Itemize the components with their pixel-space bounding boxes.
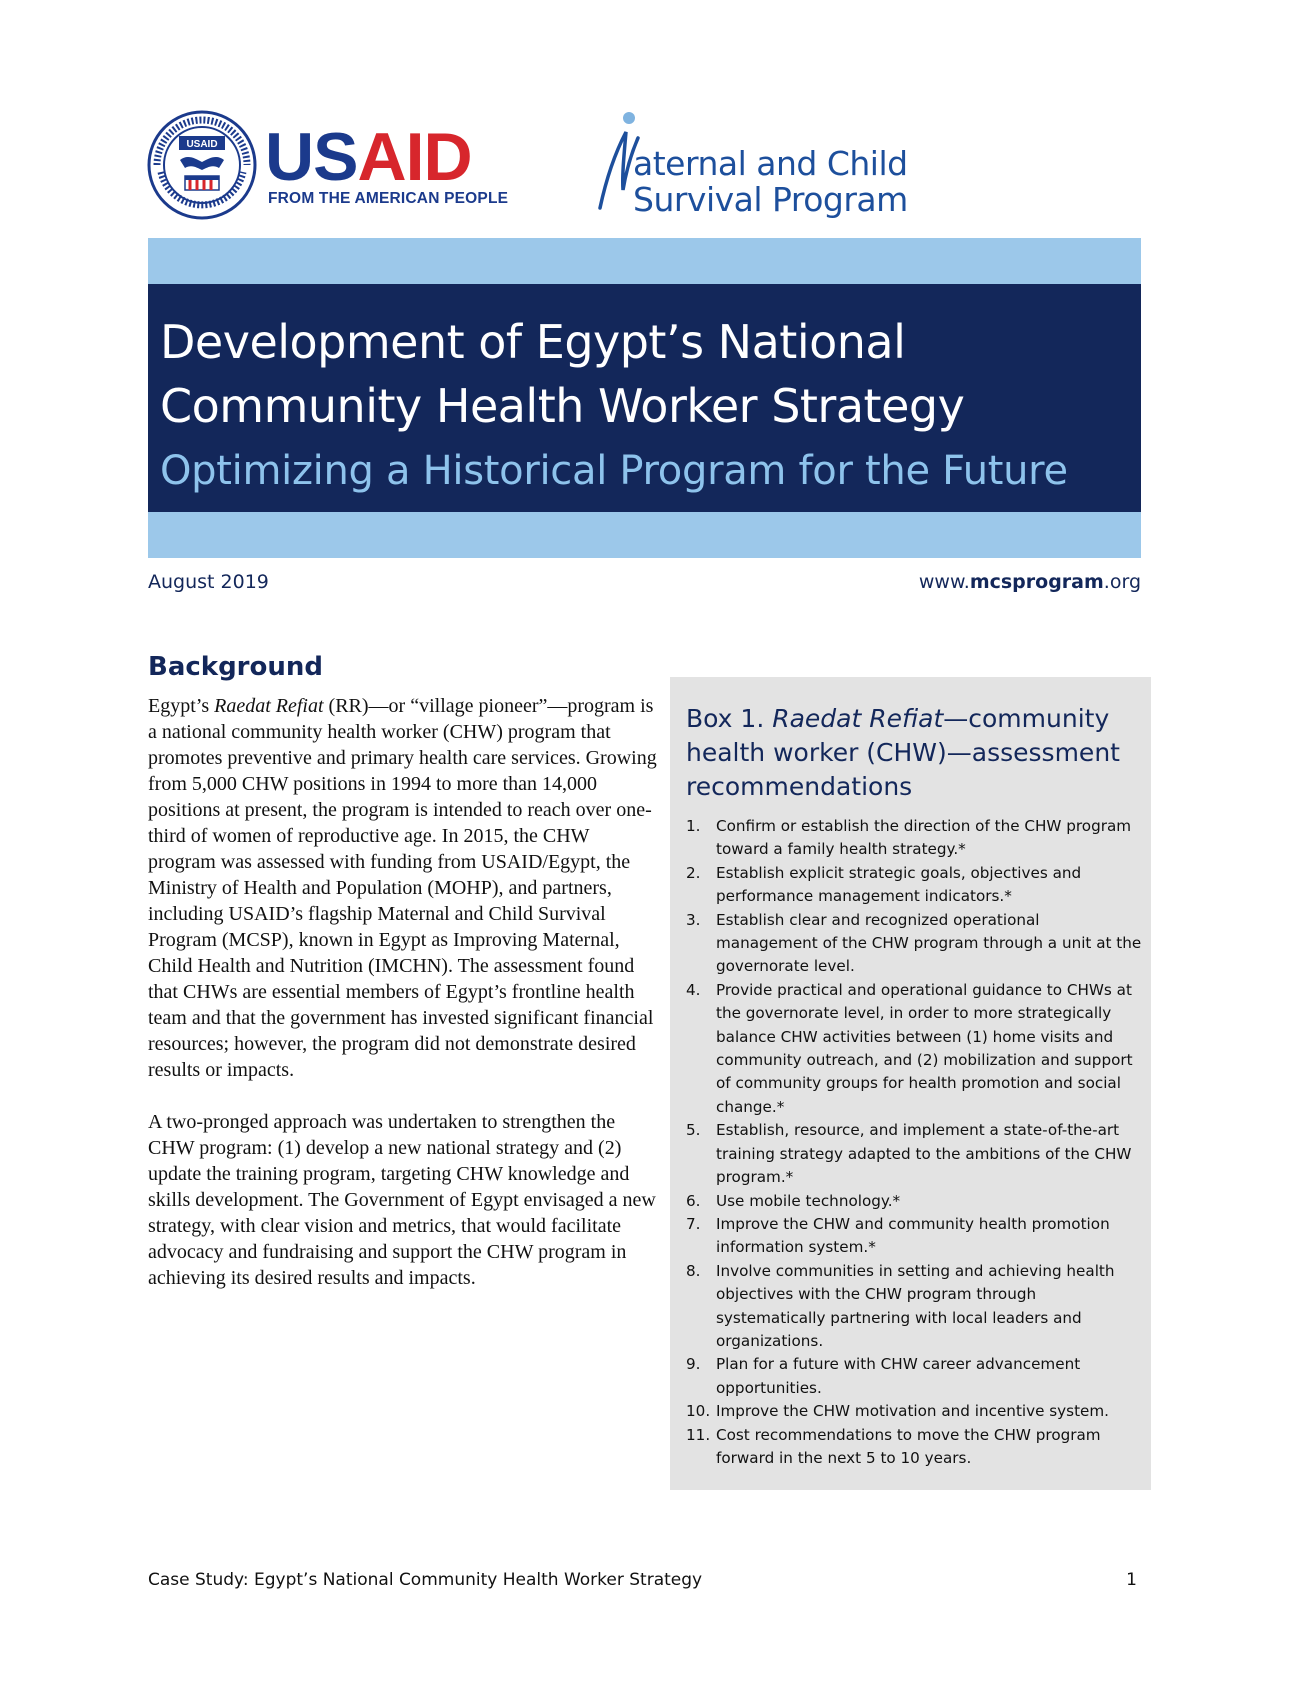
recommendation-text: Establish explicit strategic goals, objectives and performance management indicators.* bbox=[716, 863, 1082, 906]
recommendation-number: 5. bbox=[686, 1121, 701, 1140]
mcsp-logo bbox=[596, 110, 916, 220]
recommendation-item bbox=[686, 1213, 1146, 1260]
recommendation-number: 10. bbox=[686, 1402, 711, 1421]
recommendation-item bbox=[686, 862, 1146, 909]
recommendation-number: 4. bbox=[686, 980, 701, 999]
recommendation-text: Provide practical and operational guidance to CHWs at the governorate level, in order to more strategically balance CHW activities between (1) home visits and community outreach, and (2) mobilization and support of community groups for health promotion and social change.* bbox=[716, 980, 1133, 1116]
recommendation-number: 11. bbox=[686, 1425, 711, 1444]
recommendation-number: 2. bbox=[686, 863, 701, 882]
background-heading: Background bbox=[148, 652, 323, 682]
title-line-1: Development of Egypt’s National bbox=[160, 315, 906, 369]
recommendation-number: 9. bbox=[686, 1355, 701, 1374]
background-paragraph-2: A two-pronged approach was undertaken to strengthen the CHW program: (1) develop a new national strategy and (2) update the training program, targeting CHW knowledge and skills development. The Government of Egypt envisaged a new strategy, with clear vision and metrics, that would facilitate advocacy and fundraising and support the CHW program in achieving its desired results and impacts. bbox=[148, 1111, 656, 1289]
box-title: Box 1. Raedat Refiat—community health worker (CHW)—assessment recommendations bbox=[686, 704, 1120, 801]
recommendation-text: Establish, resource, and implement a state-of-the-art training strategy adapted to the ambitions of the CHW program.* bbox=[716, 1121, 1132, 1187]
website-link[interactable]: www.mcsprogram.org bbox=[918, 571, 1141, 593]
recommendation-text: Involve communities in setting and achieving health objectives with the CHW program through systematically partnering with local leaders and organizations. bbox=[716, 1261, 1115, 1350]
recommendation-item bbox=[686, 1260, 1146, 1354]
usaid-tagline: FROM THE AMERICAN PEOPLE bbox=[268, 190, 509, 207]
page-subtitle: Optimizing a Historical Program for the Future bbox=[160, 448, 1068, 494]
usaid-seal-icon bbox=[147, 110, 257, 220]
recommendation-number: 3. bbox=[686, 910, 701, 929]
recommendation-item bbox=[686, 1353, 1146, 1400]
recommendation-item bbox=[686, 1424, 1146, 1471]
recommendation-item bbox=[686, 979, 1146, 1119]
recommendation-item bbox=[686, 1119, 1146, 1189]
recommendation-number: 7. bbox=[686, 1214, 701, 1233]
recommendation-text: Improve the CHW motivation and incentive system. bbox=[716, 1402, 1110, 1421]
recommendation-item bbox=[686, 1400, 1146, 1423]
recommendation-item bbox=[686, 815, 1146, 862]
recommendation-number: 8. bbox=[686, 1261, 701, 1280]
recommendation-text: Confirm or establish the direction of the CHW program toward a family health strategy.* bbox=[716, 817, 1132, 859]
publication-date: August 2019 bbox=[148, 571, 269, 593]
recommendations-list bbox=[686, 815, 1146, 1470]
recommendation-item bbox=[686, 909, 1146, 979]
banner-bottom-stripe bbox=[148, 512, 1141, 558]
recommendation-number: 1. bbox=[686, 817, 701, 835]
background-paragraph-1: Egypt’s Raedat Refiat (RR)—or “village pioneer”—program is a national community health worker (CHW) program that promotes preventive and primary health care services. Growing from 5,000 CHW positions in 1994 to more than 14,000 positions at present, the program is intended to reach over one-third of women of reproductive age. In 2015, the CHW program was assessed with funding from USAID/Egypt, the Ministry of Health and Population (MOHP), and partners, including USAID’s flagship Maternal and Child Survival Program (MCSP), known in Egypt as Improving Maternal, Child Health and Nutrition (IMCHN). The assessment found that CHWs are essential members of Egypt’s frontline health team and that the government has invested significant financial resources; however, the program did not demonstrate desired results or impacts. bbox=[148, 695, 657, 1081]
banner-top-stripe bbox=[148, 238, 1141, 284]
seal-label: USAID bbox=[186, 139, 218, 150]
page-number: 1 bbox=[1126, 1570, 1137, 1590]
usaid-logo bbox=[147, 110, 507, 220]
recommendation-number: 6. bbox=[686, 1191, 701, 1210]
title-line-2: Community Health Worker Strategy bbox=[160, 379, 965, 433]
background-body bbox=[148, 693, 658, 1317]
recommendation-item bbox=[686, 1190, 1146, 1213]
page-title bbox=[160, 310, 1135, 438]
footer-title: Case Study: Egypt’s National Community Health Worker Strategy bbox=[148, 1570, 703, 1590]
mcsp-line1: aternal and Child bbox=[633, 144, 908, 183]
recommendation-text: Establish clear and recognized operational management of the CHW program through a unit at the governorate level. bbox=[716, 910, 1142, 976]
usaid-wordmark: USAID bbox=[265, 119, 472, 195]
recommendation-text: Improve the CHW and community health promotion information system.* bbox=[716, 1214, 1110, 1257]
mcsp-line2: Survival Program bbox=[633, 180, 908, 219]
recommendation-text: Cost recommendations to move the CHW program forward in the next 5 to 10 years. bbox=[716, 1425, 1101, 1467]
recommendation-text: Use mobile technology.* bbox=[716, 1191, 901, 1210]
recommendation-text: Plan for a future with CHW career advancement opportunities. bbox=[716, 1355, 1081, 1397]
